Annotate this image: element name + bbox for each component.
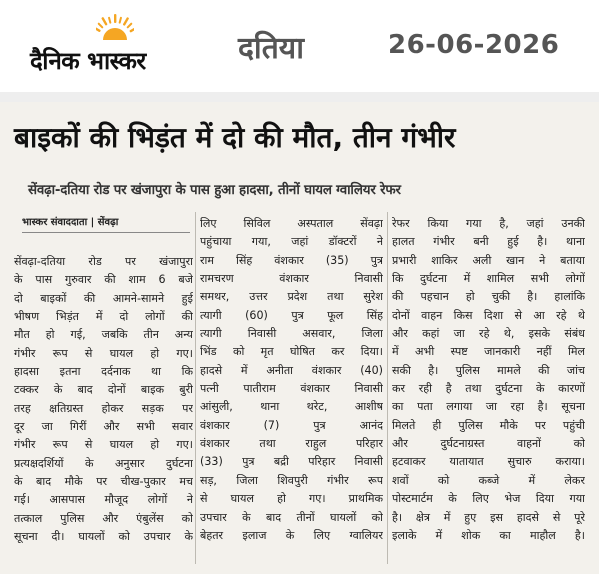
- article-text-line: गई। आसपास मौजूद लोगों ने: [14, 493, 193, 507]
- article-column-2: [200, 215, 383, 545]
- article-text-line: सेंवढ़ा-दतिया रोड पर खंजापुरा: [14, 255, 193, 268]
- article-text-line: गंभीर रूप से घायल हो गए।: [14, 346, 193, 360]
- article-text-line: का पता लगाया जा रहा है। सूचना: [392, 400, 585, 414]
- article-text-line: त्यागी (60) पुत्र फूल सिंह: [200, 308, 383, 322]
- article-text-line: है। क्षेत्र में हुए इस हादसे से पूरे: [392, 510, 585, 524]
- article-text-line: हादसा इतना दर्दनाक था कि: [14, 365, 193, 379]
- article-text-line: राम सिंह वंशकार (35) पुत्र: [200, 253, 383, 267]
- article-text-line: कर रही है तथा दुर्घटना के कारणों: [392, 382, 585, 396]
- article-headline: बाइकों की भिड़ंत में दो की मौत, तीन गंभीर: [14, 121, 456, 154]
- article-column-3: [392, 215, 585, 545]
- article-text-line: कि दुर्घटना में शामिल सभी लोगों: [392, 272, 585, 286]
- article-column-1: [14, 253, 193, 547]
- article-text-line: भीषण भिड़ंत में दो लोगों की: [14, 310, 193, 324]
- article-text-line: वंशकार तथा राहुल परिहार: [200, 437, 383, 451]
- article-subheadline: सेंवढ़ा-दतिया रोड पर खंजापुरा के पास हुआ हादसा, तीनों घायल ग्वालियर रेफर: [28, 183, 401, 198]
- edition-date: 26-06-2026: [388, 30, 560, 60]
- city-title: दतिया: [238, 31, 304, 66]
- article-text-line: प्रभारी शाकिर अली खान ने बताया: [392, 253, 585, 267]
- article-text-line: शवों को कब्जे में लेकर: [392, 473, 585, 487]
- article-text-line: से घायल हो गए। प्राथमिक: [200, 492, 383, 506]
- article-text-line: पहुंचाया गया, जहां डॉक्टरों ने: [200, 235, 383, 249]
- app-header: [0, 0, 599, 92]
- article-text-line: में अभी स्पष्ट जानकारी नहीं मिल: [392, 345, 585, 359]
- article-text-line: दोनों वाहन किस दिशा से आ रहे थे: [392, 308, 585, 322]
- article-byline: भास्कर संवाददाता | सेंवढ़ा: [22, 217, 119, 228]
- article-text-line: रेफर किया गया है, जहां उनकी: [392, 217, 585, 230]
- article-text-line: मिलते ही पुलिस मौके पर पहुंची: [392, 418, 585, 432]
- brand-logo[interactable]: दैनिक भास्कर: [30, 47, 146, 75]
- article-text-line: के बाद मौके पर चीख-पुकार मच: [14, 475, 193, 489]
- article-text-line: सड़, जिला शिवपुरी गंभीर रूप: [200, 473, 383, 487]
- article-text-line: वंशकार (7) पुत्र आनंद: [200, 418, 383, 432]
- article-text-line: पोस्टमार्टम के लिए भेज दिया गया: [392, 492, 585, 506]
- article-text-line: और दुर्घटनाग्रस्त वाहनों को: [392, 437, 585, 451]
- header-divider: [0, 92, 599, 102]
- article-text-line: हटवाकर यातायात सुचारु कराया।: [392, 455, 585, 469]
- article-text-line: दूर जा गिरीं और सभी सवार: [14, 420, 193, 434]
- byline-divider: [22, 232, 190, 233]
- article-text-line: तरह क्षतिग्रस्त होकर सड़क पर: [14, 401, 193, 415]
- article-text-line: (33) पुत्र बद्री परिहार निवासी: [200, 455, 383, 469]
- article-text-line: टक्कर के बाद दोनों बाइक बुरी: [14, 383, 193, 397]
- column-divider: [195, 212, 196, 564]
- article-text-line: भिंड को मृत घोषित कर दिया।: [200, 345, 383, 359]
- article-text-line: गंभीर रूप से घायल हो गए।: [14, 438, 193, 452]
- article-text-line: प्रत्यक्षदर्शियों के अनुसार दुर्घटना: [14, 456, 193, 470]
- article-text-line: बेहतर इलाज के लिए ग्वालियर: [200, 528, 383, 542]
- article-text-line: लिए सिविल अस्पताल सेंवढ़ा: [200, 217, 383, 230]
- article-text-line: हालत गंभीर बनी हुई है। थाना: [392, 235, 585, 249]
- article-text-line: सकी है। पुलिस मामले की जांच: [392, 363, 585, 377]
- article-text-line: इलाके में शोक का माहौल है।: [392, 528, 585, 542]
- article-text-line: दो बाइकों की आमने-सामने हुई: [14, 291, 193, 305]
- article-text-line: उपचार के बाद तीनों घायलों को: [200, 510, 383, 524]
- article-text-line: सूचना दी। घायलों को उपचार के: [14, 530, 193, 544]
- article-text-line: तत्काल पुलिस और एंबुलेंस को: [14, 511, 193, 525]
- article-text-line: और कहां जा रहे थे, इसके संबंध: [392, 327, 585, 341]
- sun-logo-icon: [96, 14, 134, 40]
- article-text-line: हादसे में अनीता वंशकार (40): [200, 363, 383, 377]
- article-text-line: मौत हो गई, जबकि तीन अन्य: [14, 328, 193, 342]
- article-text-line: आंसुली, थाना थरेट, आशीष: [200, 400, 383, 414]
- article-text-line: की पहचान हो चुकी है। हालांकि: [392, 290, 585, 304]
- column-divider: [387, 212, 388, 564]
- article-text-line: रामचरण वंशकार निवासी: [200, 272, 383, 286]
- article-text-line: समथर, उत्तर प्रदेश तथा सुरेश: [200, 290, 383, 304]
- article-text-line: के पास गुरुवार की शाम 6 बजे: [14, 273, 193, 287]
- article-text-line: त्यागी निवासी असवार, जिला: [200, 327, 383, 341]
- article-text-line: पत्नी पातीराम वंशकार निवासी: [200, 382, 383, 396]
